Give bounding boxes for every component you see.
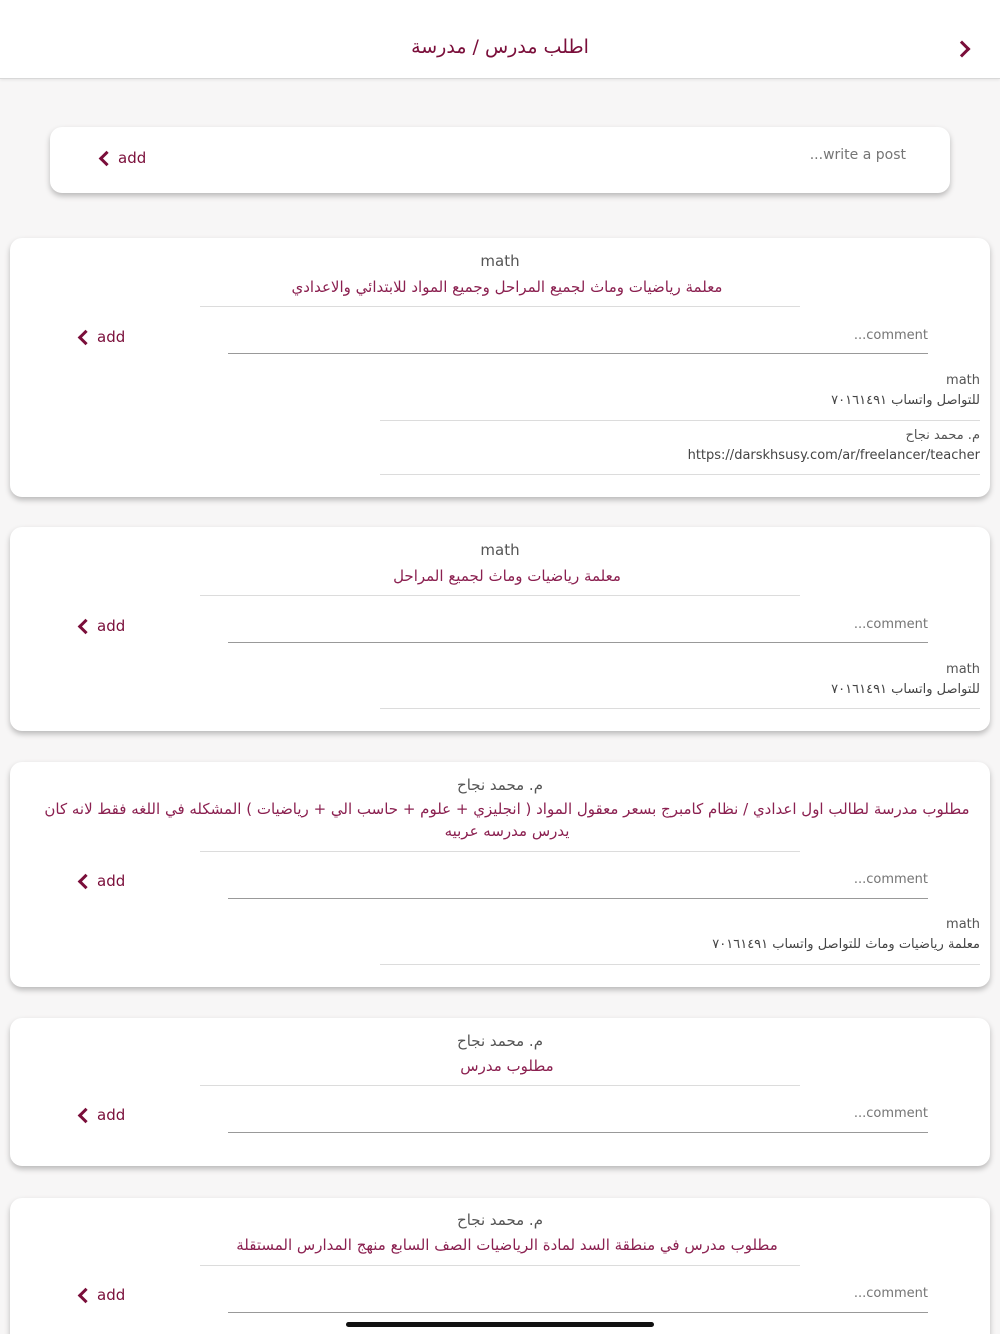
chevron-left-icon <box>78 1107 94 1123</box>
comment-text: للتواصل واتساب ٧٠١٦١٤٩١ <box>831 393 980 408</box>
post-body: مطلوب مدرس في منطقة السد لمادة الرياضيات الصف السابع منهج المدارس المستقلة <box>236 1236 778 1254</box>
comment-user: م. محمد نجاح <box>905 428 980 443</box>
comment-user: math <box>946 662 980 677</box>
divider <box>200 306 800 307</box>
comment-divider <box>380 420 980 421</box>
write-post-card <box>50 127 950 193</box>
add-comment-button[interactable] <box>78 1286 125 1304</box>
add-comment-label: add <box>97 617 126 635</box>
chevron-left-icon <box>78 329 94 345</box>
add-comment-button[interactable] <box>78 1106 125 1124</box>
comment-underline <box>228 642 928 643</box>
post-card <box>10 238 990 497</box>
chevron-left-icon <box>78 1287 94 1303</box>
add-comment-label: add <box>97 1106 126 1124</box>
add-comment-label: add <box>97 1286 126 1304</box>
chevron-left-icon <box>78 618 94 634</box>
add-comment-label: add <box>97 328 126 346</box>
comment-user: math <box>946 373 980 388</box>
comment-input[interactable] <box>428 328 928 343</box>
post-body: معلمة رياضيات وماث لجميع المراحل وجميع المواد للابتدائي والاعدادي <box>291 278 723 296</box>
comment-underline <box>228 1312 928 1313</box>
post-card <box>10 762 990 987</box>
post-body: مطلوب مدرس <box>460 1057 554 1075</box>
comment-link[interactable]: https://darskhsusy.com/ar/freelancer/teacher <box>687 448 980 463</box>
post-author: math <box>480 541 520 559</box>
comment-user: math <box>946 917 980 932</box>
page-title: اطلب مدرس / مدرسة <box>411 36 589 58</box>
home-indicator <box>346 1322 654 1327</box>
divider <box>200 595 800 596</box>
add-comment-label: add <box>97 872 126 890</box>
post-body: معلمة رياضيات وماث لجميع المراحل <box>393 567 621 585</box>
add-comment-button[interactable] <box>78 872 125 890</box>
post-author: م. محمد نجاح <box>457 1032 543 1050</box>
chevron-left-icon <box>99 150 115 166</box>
comment-input[interactable] <box>428 1286 928 1301</box>
chevron-right-icon <box>954 41 971 58</box>
add-comment-button[interactable] <box>78 328 125 346</box>
comment-text: للتواصل واتساب ٧٠١٦١٤٩١ <box>831 682 980 697</box>
comment-divider <box>380 708 980 709</box>
write-post-input[interactable] <box>306 147 906 163</box>
add-post-button[interactable] <box>99 149 146 167</box>
add-comment-button[interactable] <box>78 617 125 635</box>
divider <box>200 851 800 852</box>
post-author: math <box>480 252 520 270</box>
post-author: م. محمد نجاح <box>457 1211 543 1229</box>
post-body: مطلوب مدرسة لطالب اول اعدادي / نظام كامبرج بسعر معقول المواد ( انجليزي + علوم + حاسب الي + رياضيات ) المشكله في اللغه فقط لانه كان يدرس مدرسه عربيه <box>44 800 970 840</box>
post-card <box>10 1198 990 1334</box>
post-card <box>10 527 990 731</box>
comment-divider <box>380 964 980 965</box>
post-card <box>10 1018 990 1166</box>
comment-underline <box>228 353 928 354</box>
divider <box>200 1085 800 1086</box>
comment-divider <box>380 474 980 475</box>
comment-input[interactable] <box>428 617 928 632</box>
divider <box>200 1265 800 1266</box>
back-button[interactable] <box>956 38 980 62</box>
comment-underline <box>228 1132 928 1133</box>
comment-input[interactable] <box>428 872 928 887</box>
add-post-label: add <box>118 149 147 167</box>
navigation-bar <box>0 0 1000 79</box>
chevron-left-icon <box>78 873 94 889</box>
post-author: م. محمد نجاح <box>457 776 543 794</box>
comment-underline <box>228 898 928 899</box>
comment-input[interactable] <box>428 1106 928 1121</box>
comment-text: معلمة رياضيات وماث للتواصل واتساب ٧٠١٦١٤٩١ <box>712 937 980 952</box>
